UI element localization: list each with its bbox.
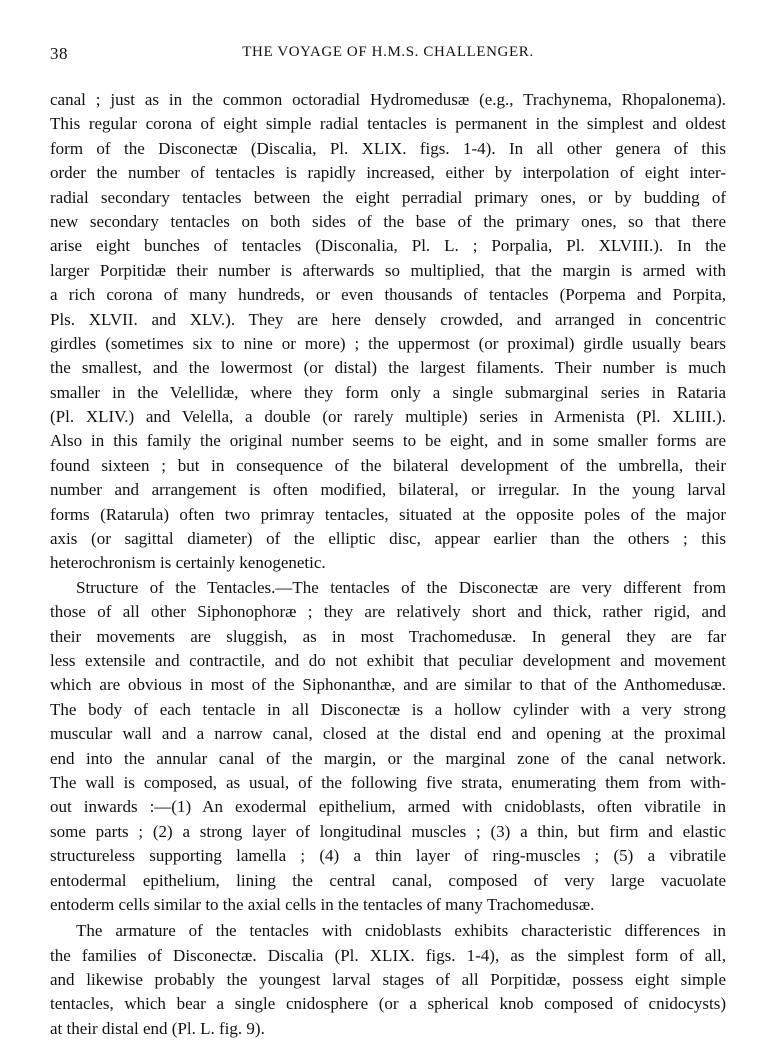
paragraph-3 [50,919,726,1041]
text-line: Also in this family the original number seems to be eight, and in some smaller forms are [50,431,726,451]
text-line: The wall is composed, as usual, of the following five strata, enumerating them from with- [50,772,726,792]
text-line: found sixteen ; but in consequence of the bilateral development of the umbrella, their [50,455,726,475]
text-line: The armature of the tentacles with cnidoblasts exhibits characteristic differences in [76,921,726,941]
text-line: structureless supporting lamella ; (4) a thin layer of ring-muscles ; (5) a vibratile [50,846,726,866]
text-line: arise eight bunches of tentacles (Disconalia, Pl. L. ; Porpalia, Pl. XLVIII.). In the [50,236,726,256]
page-header [50,44,726,66]
text-line: the smallest, and the lowermost (or distal) the largest filaments. Their number is much [50,358,726,378]
text-line: end into the annular canal of the margin, or the marginal zone of the canal network. [50,748,726,768]
text-line: their movements are sluggish, as in most Trachomedusæ. In general they are far [50,626,726,646]
page-number: 38 [50,44,68,63]
text-line: order the number of tentacles is rapidly increased, either by interpolation of eight inter- [50,163,726,183]
text-line: at their distal end (Pl. L. fig. 9). [50,1018,265,1038]
paragraph-2 [50,576,726,917]
text-line: new secondary tentacles on both sides of the base of the primary ones, so that there [50,211,726,231]
text-line: This regular corona of eight simple radial tentacles is permanent in the simplest and oldest [50,114,726,134]
text-line: entoderm cells similar to the axial cells in the tentacles of many Trachomedusæ. [50,894,595,914]
text-line: out inwards :—(1) An exodermal epithelium, armed with cnidoblasts, often vibratile in [50,797,726,817]
text-line: The body of each tentacle in all Disconectæ is a hollow cylinder with a very strong [50,699,726,719]
text-line: tentacles, which bear a single cnidosphere (or a spherical knob composed of cnidocysts) [50,994,726,1014]
text-line: number and arrangement is often modified, bilateral, or irregular. In the young larval [50,480,726,500]
text-line: and likewise probably the youngest larval stages of all Porpitidæ, possess eight simple [50,970,726,990]
text-line: Pls. XLVII. and XLV.). They are here densely crowded, and arranged in concentric [50,309,726,329]
body-text [50,88,726,1041]
text-line: heterochronism is certainly kenogenetic. [50,553,326,573]
text-line: smaller in the Velellidæ, where they form only a single submarginal series in Rataria [50,382,726,402]
text-line: axis (or sagittal diameter) of the elliptic disc, appear earlier than the others ; this [50,529,726,549]
text-line: Structure of the Tentacles.—The tentacles of the Disconectæ are very different from [76,577,726,597]
text-line: radial secondary tentacles between the eight perradial primary ones, or by budding of [50,187,726,207]
text-line: the families of Disconectæ. Discalia (Pl. XLIX. figs. 1-4), as the simplest form of all, [50,945,726,965]
text-line: forms (Ratarula) often two primray tentacles, situated at the opposite poles of the major [50,504,726,524]
paragraph-1 [50,88,726,576]
text-line: girdles (sometimes six to nine or more) ; the uppermost (or proximal) girdle usually bears [50,333,726,353]
text-line: canal ; just as in the common octoradial Hydromedusæ (e.g., Trachynema, Rhopalonema). [50,90,726,109]
text-line: less extensile and contractile, and do not exhibit that peculiar development and movement [50,650,726,670]
text-line: form of the Disconectæ (Discalia, Pl. XLIX. figs. 1-4). In all other genera of this [50,138,726,158]
text-line: some parts ; (2) a strong layer of longitudinal muscles ; (3) a thin, but firm and elastic [50,821,726,841]
text-line: a rich corona of many hundreds, or even thousands of tentacles (Porpema and Porpita, [50,285,726,305]
running-title: THE VOYAGE OF H.M.S. CHALLENGER. [242,44,534,60]
text-line: larger Porpitidæ their number is afterwards so multiplied, that the margin is armed with [50,260,726,280]
text-line: (Pl. XLIV.) and Velella, a double (or rarely multiple) series in Armenista (Pl. XLIII.). [50,407,726,427]
text-line: those of all other Siphonophoræ ; they are relatively short and thick, rather rigid, and [50,602,726,622]
text-line: entodermal epithelium, lining the central canal, composed of very large vacuolate [50,870,726,890]
text-line: muscular wall and a narrow canal, closed at the distal end and opening at the proximal [50,724,726,744]
text-line: which are obvious in most of the Siphonanthæ, and are similar to that of the Anthomedusæ. [50,675,726,695]
